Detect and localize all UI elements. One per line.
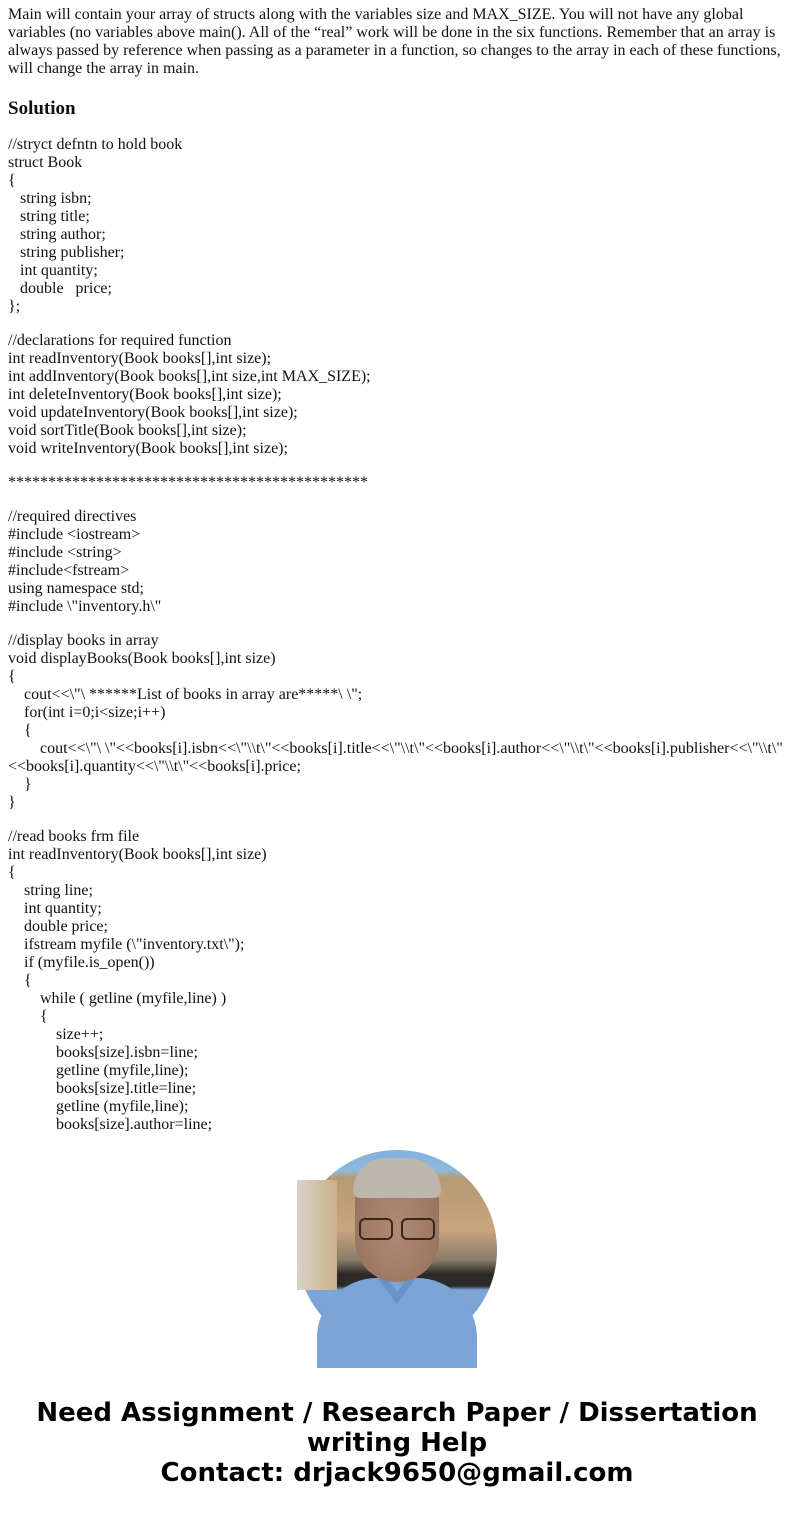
avatar-glasses-right	[401, 1218, 435, 1240]
code-line: cout<<\"\ ******List of books in array are*****\ \";	[8, 686, 363, 703]
code-line: //declarations for required function	[8, 332, 232, 349]
code-line: int readInventory(Book books[],int size)	[8, 846, 267, 863]
code-line: double price;	[8, 918, 108, 935]
code-line: {	[8, 972, 32, 989]
avatar-background	[297, 1180, 337, 1290]
code-line: string line;	[8, 882, 93, 899]
code-line: struct Book	[8, 154, 83, 171]
code-line: if (myfile.is_open())	[8, 954, 155, 971]
code-line: //read books frm file	[8, 828, 140, 845]
spacer	[0, 458, 794, 474]
code-line: };	[8, 298, 21, 315]
avatar-hair	[353, 1158, 441, 1198]
code-line: //required directives	[8, 508, 137, 525]
code-line: //display books in array	[8, 632, 159, 649]
code-line: getline (myfile,line);	[8, 1062, 189, 1079]
code-directives-section	[0, 508, 794, 616]
code-line: string isbn;	[8, 190, 92, 207]
separator-line: *********************************************	[8, 474, 368, 491]
code-line: for(int i=0;i<size;i++)	[8, 704, 166, 721]
spacer	[0, 812, 794, 828]
code-declarations-section	[0, 332, 794, 458]
code-line: string publisher;	[8, 244, 125, 261]
code-line: void writeInventory(Book books[],int size);	[8, 440, 288, 457]
promo-text	[0, 1398, 794, 1488]
code-line: using namespace std;	[8, 580, 144, 597]
code-line: int deleteInventory(Book books[],int size);	[8, 386, 282, 403]
code-line: ifstream myfile (\"inventory.txt\");	[8, 936, 245, 953]
code-line: books[size].title=line;	[8, 1080, 197, 1097]
code-line: books[size].author=line;	[8, 1116, 213, 1133]
spacer	[0, 492, 794, 508]
code-line: getline (myfile,line);	[8, 1098, 189, 1115]
code-line: #include <iostream>	[8, 526, 141, 543]
code-line: string author;	[8, 226, 106, 243]
code-line: {	[8, 864, 16, 881]
code-line: {	[8, 1008, 48, 1025]
code-line: #include <string>	[8, 544, 122, 561]
code-separator	[0, 474, 794, 492]
question-paragraph: Main will contain your array of structs along with the variables size and MAX_SIZE. You will not have any global variables (no variables above main(). All of the “real” work will be done in the six functions. Remember that an array is always passed by reference when passing as a parameter in a function, so changes to the array in each of these functions, will change the array in main.	[8, 6, 781, 77]
code-line: #include \"inventory.h\"	[8, 598, 162, 615]
code-line: double price;	[8, 280, 112, 297]
spacer	[0, 616, 794, 632]
code-line: int quantity;	[8, 900, 102, 917]
promo-banner	[0, 1150, 794, 1488]
code-line: while ( getline (myfile,line) )	[8, 990, 227, 1007]
avatar-shirt	[317, 1278, 477, 1368]
code-line: int readInventory(Book books[],int size);	[8, 350, 272, 367]
promo-contact: Contact: drjack9650@gmail.com	[160, 1458, 634, 1488]
code-line: void sortTitle(Book books[],int size);	[8, 422, 247, 439]
code-read-section	[0, 828, 794, 1134]
solution-heading: Solution	[8, 98, 76, 119]
avatar-glasses-left	[359, 1218, 393, 1240]
code-display-section	[0, 632, 794, 812]
code-line: {	[8, 722, 32, 739]
spacer	[0, 316, 794, 332]
solution-code	[0, 136, 794, 1133]
tutor-avatar	[297, 1150, 497, 1350]
code-line: }	[8, 776, 32, 793]
code-line: void displayBooks(Book books[],int size)	[8, 650, 276, 667]
code-line: //stryct defntn to hold book	[8, 136, 183, 153]
code-line: #include<fstream>	[8, 562, 130, 579]
code-line: int quantity;	[8, 262, 98, 279]
code-line: string title;	[8, 208, 90, 225]
promo-line-1: Need Assignment / Research Paper / Dissertation	[36, 1398, 758, 1428]
code-line: {	[8, 172, 16, 189]
code-line: }	[8, 794, 16, 811]
code-line: books[size].isbn=line;	[8, 1044, 198, 1061]
code-line: cout<<\"\ \"<<books[i].isbn<<\"\\t\"<<books[i].title<<\"\\t\"<<books[i].author<<\"\\t\"<<books[i].publisher<<\"\\t\" <<books[i].quantity<<\"\\t\"<<books[i].price;	[8, 740, 787, 775]
promo-line-2: writing Help	[306, 1428, 488, 1458]
code-line: int addInventory(Book books[],int size,int MAX_SIZE);	[8, 368, 371, 385]
code-line: void updateInventory(Book books[],int size);	[8, 404, 298, 421]
code-line: size++;	[8, 1026, 104, 1043]
code-struct-section	[0, 136, 794, 316]
code-line: {	[8, 668, 16, 685]
